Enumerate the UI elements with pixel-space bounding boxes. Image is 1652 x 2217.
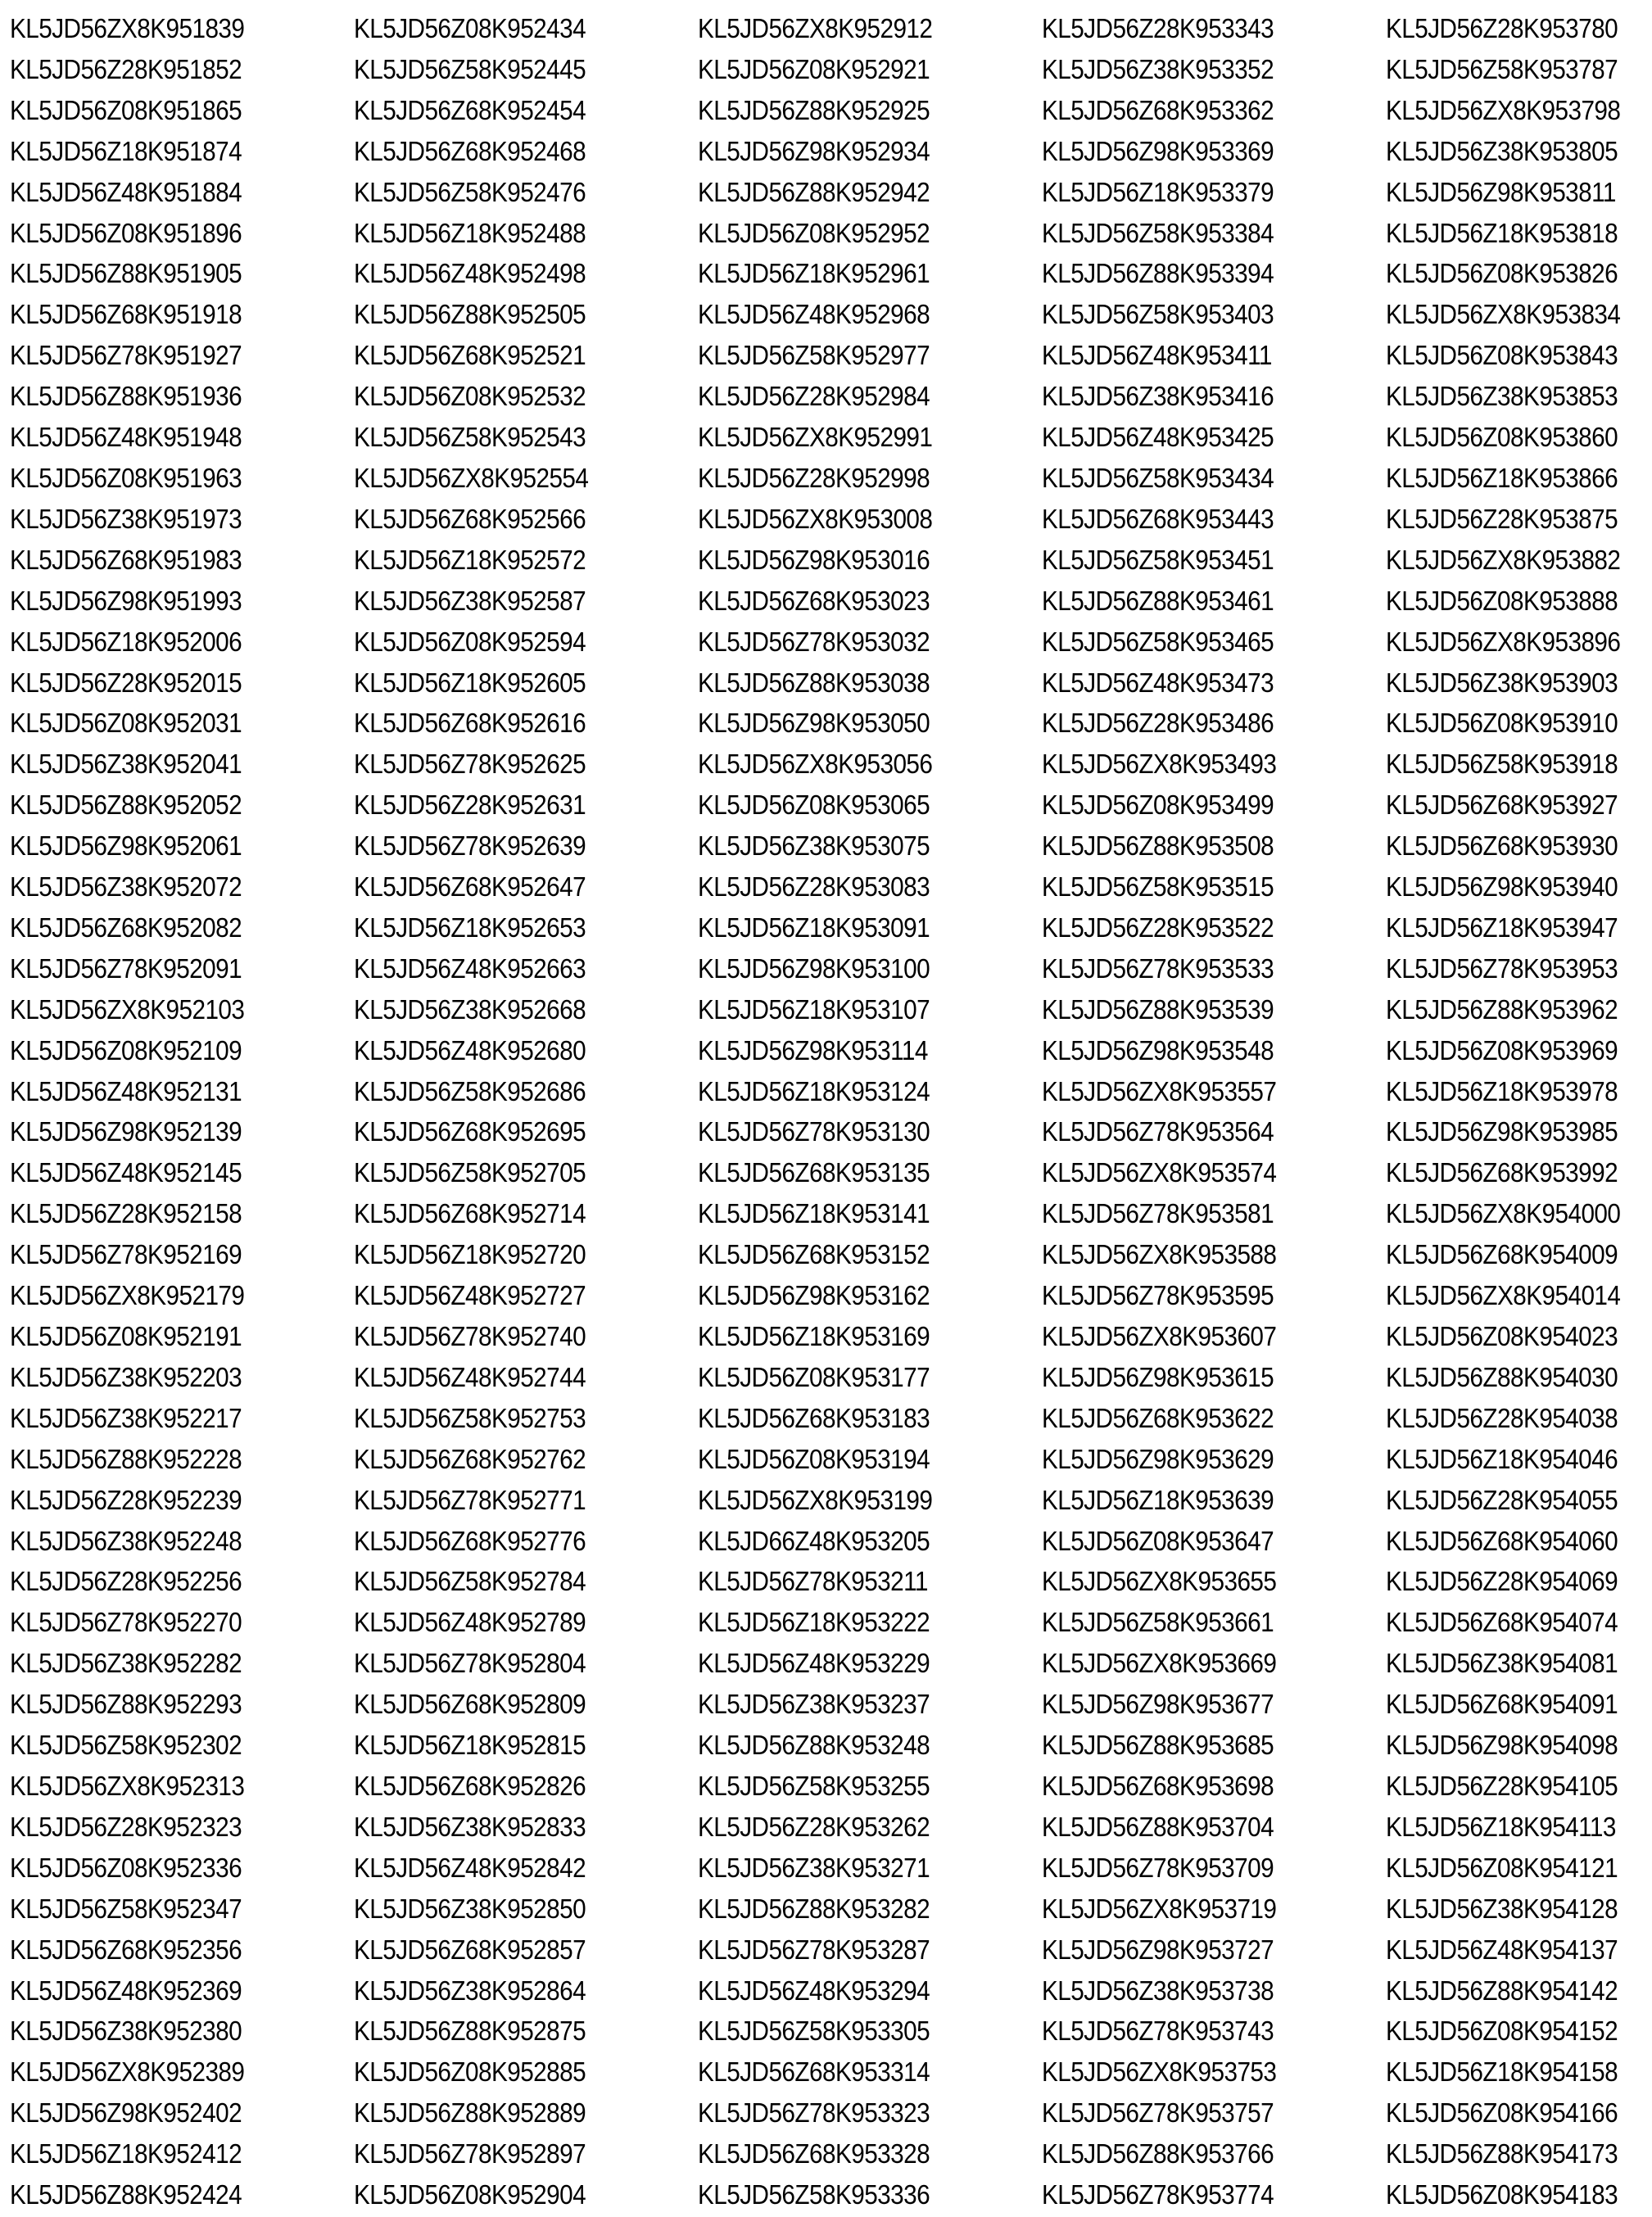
vin-entry: KL5JD56Z08K952434 (354, 13, 586, 43)
vin-entry: KL5JD56Z18K953169 (698, 1321, 930, 1351)
vin-list-table (10, 8, 1648, 2211)
vin-entry: KL5JD56Z28K952015 (10, 667, 242, 698)
vin-entry: KL5JD56Z78K953953 (1386, 952, 1618, 984)
vin-entry: KL5JD56ZX8K953896 (1386, 626, 1621, 657)
vin-entry: KL5JD56Z38K952864 (354, 1975, 586, 2006)
vin-entry: KL5JD56Z28K953083 (698, 871, 930, 903)
vin-entry: KL5JD56ZX8K953493 (1042, 749, 1277, 780)
vin-entry: KL5JD56Z28K952998 (698, 462, 930, 493)
vin-entry: KL5JD56Z98K953811 (1386, 176, 1616, 207)
vin-entry: KL5JD56Z08K953910 (1386, 708, 1618, 739)
vin-entry: KL5JD56Z28K954055 (1386, 1484, 1618, 1515)
vin-entry: KL5JD56Z48K952369 (10, 1975, 242, 2006)
vin-entry: KL5JD56ZX8K953834 (1386, 299, 1621, 330)
vin-entry: KL5JD56Z48K953294 (698, 1975, 930, 2006)
vin-entry: KL5JD56Z38K952668 (354, 993, 586, 1025)
vin-entry: KL5JD56Z78K951927 (10, 340, 242, 371)
vin-entry: KL5JD56Z58K952753 (354, 1402, 586, 1433)
vin-entry: KL5JD56Z28K951852 (10, 53, 242, 84)
vin-entry: KL5JD56Z28K952256 (10, 1566, 242, 1597)
vin-entry: KL5JD56ZX8K953882 (1386, 544, 1621, 575)
vin-entry: KL5JD56Z28K953780 (1386, 13, 1618, 43)
vin-entry: KL5JD56Z98K953940 (1386, 871, 1618, 903)
vin-entry: KL5JD56Z48K952744 (354, 1361, 586, 1392)
vin-entry: KL5JD56Z28K952631 (354, 790, 586, 821)
vin-entry: KL5JD56Z18K954158 (1386, 2056, 1618, 2088)
vin-entry: KL5JD56Z08K954023 (1386, 1321, 1618, 1351)
vin-entry: KL5JD56Z68K953314 (698, 2056, 930, 2088)
vin-entry: KL5JD56Z68K952647 (354, 871, 586, 903)
vin-entry: KL5JD56Z78K952804 (354, 1648, 586, 1679)
vin-entry: KL5JD56Z88K954030 (1386, 1361, 1618, 1392)
vin-entry: KL5JD56Z78K953032 (698, 626, 930, 657)
vin-entry: KL5JD56Z08K952532 (354, 381, 586, 412)
vin-entry: KL5JD56Z18K952605 (354, 667, 586, 698)
vin-entry: KL5JD56Z18K954046 (1386, 1443, 1618, 1474)
vin-entry: KL5JD56Z68K951983 (10, 544, 242, 575)
vin-entry: KL5JD56Z38K952833 (354, 1811, 586, 1842)
vin-entry: KL5JD56Z78K953287 (698, 1934, 930, 1965)
vin-entry: KL5JD56Z48K952727 (354, 1280, 586, 1311)
vin-entry: KL5JD56Z38K951973 (10, 503, 242, 534)
vin-entry: KL5JD56Z68K953992 (1386, 1157, 1618, 1188)
vin-entry: KL5JD56Z88K953248 (698, 1730, 930, 1761)
vin-entry: KL5JD56Z98K953615 (1042, 1361, 1274, 1392)
vin-entry: KL5JD56Z58K953661 (1042, 1607, 1274, 1638)
vin-entry: KL5JD56Z28K953875 (1386, 503, 1618, 534)
vin-entry: KL5JD56Z78K953533 (1042, 952, 1274, 984)
vin-entry: KL5JD56Z08K951963 (10, 462, 242, 493)
vin-entry: KL5JD56Z98K953016 (698, 544, 930, 575)
vin-entry: KL5JD56Z18K952412 (10, 2138, 242, 2169)
vin-entry: KL5JD56Z18K953818 (1386, 217, 1618, 248)
vin-entry: KL5JD56Z68K953698 (1042, 1770, 1274, 1801)
vin-entry: KL5JD56Z68K952695 (354, 1116, 586, 1147)
vin-entry: KL5JD56Z98K953629 (1042, 1443, 1274, 1474)
vin-entry: KL5JD56Z68K952714 (354, 1198, 586, 1229)
vin-entry: KL5JD56Z78K953709 (1042, 1852, 1274, 1883)
vin-entry: KL5JD56Z98K953548 (1042, 1034, 1274, 1066)
vin-entry: KL5JD56Z08K952952 (698, 217, 930, 248)
vin-entry: KL5JD56Z08K953065 (698, 790, 930, 821)
vin-entry: KL5JD56Z58K952347 (10, 1893, 242, 1924)
vin-entry: KL5JD56Z38K952282 (10, 1648, 242, 1679)
vin-entry: KL5JD56Z28K952323 (10, 1811, 242, 1842)
vin-entry: KL5JD56ZX8K951839 (10, 13, 245, 43)
vin-entry: KL5JD56Z58K952476 (354, 176, 586, 207)
vin-entry: KL5JD56Z68K953362 (1042, 94, 1274, 125)
vin-entry: KL5JD56Z48K952663 (354, 952, 586, 984)
vin-entry: KL5JD56Z88K953038 (698, 667, 930, 698)
vin-entry: KL5JD56Z08K954121 (1386, 1852, 1618, 1883)
vin-entry: KL5JD56Z38K953805 (1386, 135, 1618, 166)
vin-entry: KL5JD56Z18K951874 (10, 135, 242, 166)
vin-entry: KL5JD56Z78K953595 (1042, 1280, 1274, 1311)
vin-entry: KL5JD56ZX8K952991 (698, 422, 933, 453)
vin-entry: KL5JD56Z78K953564 (1042, 1116, 1274, 1147)
vin-entry: KL5JD56Z98K953162 (698, 1280, 930, 1311)
vin-entry: KL5JD56Z38K953853 (1386, 381, 1618, 412)
vin-entry: KL5JD56Z08K952191 (10, 1321, 242, 1351)
vin-entry: KL5JD56Z38K952587 (354, 585, 586, 616)
vin-entry: KL5JD56Z28K953522 (1042, 912, 1274, 943)
vin-entry: KL5JD56Z78K953130 (698, 1116, 930, 1147)
vin-entry: KL5JD56Z58K952705 (354, 1157, 586, 1188)
vin-entry: KL5JD56Z08K952921 (698, 53, 930, 84)
vin-entry: KL5JD56Z08K954152 (1386, 2016, 1618, 2047)
vin-entry: KL5JD56Z48K952145 (10, 1157, 242, 1188)
vin-entry: KL5JD56Z88K953704 (1042, 1811, 1274, 1842)
vin-entry: KL5JD56Z68K952762 (354, 1443, 586, 1474)
vin-entry: KL5JD56Z18K953141 (698, 1198, 930, 1229)
vin-entry: KL5JD56ZX8K953798 (1386, 94, 1621, 125)
vin-entry: KL5JD56Z68K953622 (1042, 1402, 1274, 1433)
vin-entry: KL5JD56Z08K953647 (1042, 1525, 1274, 1556)
vin-entry: KL5JD56Z98K953985 (1386, 1116, 1618, 1147)
vin-entry: KL5JD56Z78K953211 (698, 1566, 928, 1597)
vin-entry: KL5JD56Z68K953328 (698, 2138, 930, 2169)
vin-entry: KL5JD56Z18K954113 (1386, 1811, 1616, 1842)
vin-entry: KL5JD56Z48K952968 (698, 299, 930, 330)
vin-entry: KL5JD56Z18K952720 (354, 1239, 586, 1270)
vin-entry: KL5JD56Z78K952897 (354, 2138, 586, 2169)
vin-entry: KL5JD56Z38K952380 (10, 2016, 242, 2047)
vin-entry: KL5JD56Z48K952131 (10, 1075, 242, 1106)
vin-entry: KL5JD56Z08K952885 (354, 2056, 586, 2088)
vin-entry: KL5JD56Z88K953282 (698, 1893, 930, 1924)
vin-entry: KL5JD56Z08K951865 (10, 94, 242, 125)
vin-entry: KL5JD56Z08K952109 (10, 1034, 242, 1066)
vin-entry: KL5JD56Z18K952488 (354, 217, 586, 248)
vin-entry: KL5JD56Z38K954081 (1386, 1648, 1618, 1679)
vin-entry: KL5JD56Z08K953826 (1386, 258, 1618, 289)
vin-entry: KL5JD56ZX8K954014 (1386, 1280, 1621, 1311)
vin-entry: KL5JD56Z78K952091 (10, 952, 242, 984)
vin-entry: KL5JD56Z58K953305 (698, 2016, 930, 2047)
vin-entry: KL5JD56Z88K952925 (698, 94, 930, 125)
vin-entry: KL5JD56Z68K954074 (1386, 1607, 1618, 1638)
vin-entry: KL5JD56Z48K952498 (354, 258, 586, 289)
vin-entry: KL5JD56Z98K953369 (1042, 135, 1274, 166)
vin-entry: KL5JD56Z08K954183 (1386, 2179, 1618, 2210)
vin-entry: KL5JD56Z68K952082 (10, 912, 242, 943)
vin-entry: KL5JD56ZX8K953199 (698, 1484, 933, 1515)
vin-entry: KL5JD56Z38K953075 (698, 830, 930, 862)
vin-entry: KL5JD56Z38K952203 (10, 1361, 242, 1392)
vin-entry: KL5JD56Z68K953023 (698, 585, 930, 616)
vin-entry: KL5JD56Z88K952293 (10, 1689, 242, 1720)
vin-entry: KL5JD56ZX8K952179 (10, 1280, 245, 1311)
vin-entry: KL5JD56Z68K952857 (354, 1934, 586, 1965)
vin-entry: KL5JD56Z98K953677 (1042, 1689, 1274, 1720)
vin-entry: KL5JD56Z38K954128 (1386, 1893, 1618, 1924)
vin-entry: KL5JD56Z48K952789 (354, 1607, 586, 1638)
vin-entry: KL5JD56Z08K952594 (354, 626, 586, 657)
vin-entry: KL5JD56Z58K952445 (354, 53, 586, 84)
vin-entry: KL5JD56Z78K953323 (698, 2097, 930, 2129)
vin-entry: KL5JD56Z38K952041 (10, 749, 242, 780)
vin-entry: KL5JD56ZX8K952313 (10, 1770, 245, 1801)
vin-entry: KL5JD56Z88K952424 (10, 2179, 242, 2210)
vin-entry: KL5JD56Z88K952052 (10, 790, 242, 821)
vin-entry: KL5JD56ZX8K953753 (1042, 2056, 1277, 2088)
vin-entry: KL5JD56Z68K952521 (354, 340, 586, 371)
vin-entry: KL5JD56Z68K952776 (354, 1525, 586, 1556)
vin-entry: KL5JD56Z38K953271 (698, 1852, 930, 1883)
vin-entry: KL5JD56Z98K953727 (1042, 1934, 1274, 1965)
vin-entry: KL5JD56ZX8K952912 (698, 13, 933, 43)
vin-entry: KL5JD56Z28K953262 (698, 1811, 930, 1842)
vin-entry: KL5JD56Z28K954105 (1386, 1770, 1618, 1801)
vin-entry: KL5JD56Z78K952639 (354, 830, 586, 862)
vin-entry: KL5JD56Z68K952356 (10, 1934, 242, 1965)
vin-entry: KL5JD56Z28K952984 (698, 381, 930, 412)
vin-column-1 (10, 8, 333, 2215)
vin-entry: KL5JD56Z18K953947 (1386, 912, 1618, 943)
vin-entry: KL5JD56Z28K954038 (1386, 1402, 1618, 1433)
vin-entry: KL5JD56Z68K952468 (354, 135, 586, 166)
vin-entry: KL5JD56Z88K954173 (1386, 2138, 1618, 2169)
vin-entry: KL5JD56Z88K952875 (354, 2016, 586, 2047)
vin-entry: KL5JD56Z48K953473 (1042, 667, 1274, 698)
vin-entry: KL5JD56Z58K953787 (1386, 53, 1618, 84)
vin-entry: KL5JD56Z58K953465 (1042, 626, 1274, 657)
vin-entry: KL5JD56ZX8K953056 (698, 749, 933, 780)
vin-entry: KL5JD56Z78K953743 (1042, 2016, 1274, 2047)
vin-entry: KL5JD56Z08K953969 (1386, 1034, 1618, 1066)
vin-entry: KL5JD56Z38K953903 (1386, 667, 1618, 698)
vin-entry: KL5JD56Z68K953930 (1386, 830, 1618, 862)
vin-entry: KL5JD56Z18K953091 (698, 912, 930, 943)
vin-entry: KL5JD56Z98K954098 (1386, 1730, 1618, 1761)
vin-entry: KL5JD56ZX8K953008 (698, 503, 933, 534)
vin-entry: KL5JD56Z98K952934 (698, 135, 930, 166)
vin-entry: KL5JD56ZX8K953655 (1042, 1566, 1277, 1597)
vin-entry: KL5JD56Z08K953843 (1386, 340, 1618, 371)
vin-entry: KL5JD56Z08K952904 (354, 2179, 586, 2210)
vin-entry: KL5JD56Z18K953379 (1042, 176, 1274, 207)
vin-entry: KL5JD56Z88K952505 (354, 299, 586, 330)
vin-column-5 (1386, 8, 1652, 2215)
vin-entry: KL5JD56ZX8K953719 (1042, 1893, 1277, 1924)
vin-entry: KL5JD56Z68K953183 (698, 1402, 930, 1433)
vin-entry: KL5JD56Z18K953222 (698, 1607, 930, 1638)
vin-entry: KL5JD56Z18K953124 (698, 1075, 930, 1106)
vin-entry: KL5JD56ZX8K953557 (1042, 1075, 1277, 1106)
vin-entry: KL5JD56Z58K953255 (698, 1770, 930, 1801)
vin-entry: KL5JD56Z28K952158 (10, 1198, 242, 1229)
vin-entry: KL5JD56Z48K952680 (354, 1034, 586, 1066)
vin-entry: KL5JD56Z88K953508 (1042, 830, 1274, 862)
vin-entry: KL5JD56ZX8K953574 (1042, 1157, 1277, 1188)
vin-entry: KL5JD56Z28K954069 (1386, 1566, 1618, 1597)
vin-entry: KL5JD56Z38K953738 (1042, 1975, 1274, 2006)
vin-entry: KL5JD56Z28K953343 (1042, 13, 1274, 43)
vin-entry: KL5JD56Z08K953194 (698, 1443, 930, 1474)
vin-entry: KL5JD56Z68K952826 (354, 1770, 586, 1801)
vin-entry: KL5JD56Z38K952850 (354, 1893, 586, 1924)
vin-entry: KL5JD56Z48K954137 (1386, 1934, 1618, 1965)
vin-column-3 (698, 8, 1021, 2215)
vin-entry: KL5JD56Z58K952977 (698, 340, 930, 371)
vin-entry: KL5JD56Z08K954166 (1386, 2097, 1618, 2129)
vin-entry: KL5JD56Z08K953177 (698, 1361, 930, 1392)
vin-entry: KL5JD56Z08K952031 (10, 708, 242, 739)
vin-entry: KL5JD56Z48K953229 (698, 1648, 930, 1679)
vin-entry: KL5JD56Z68K952566 (354, 503, 586, 534)
vin-entry: KL5JD56Z88K953962 (1386, 993, 1618, 1025)
vin-entry: KL5JD56Z78K952169 (10, 1239, 242, 1270)
vin-entry: KL5JD56Z88K953539 (1042, 993, 1274, 1025)
vin-entry: KL5JD56Z58K952302 (10, 1730, 242, 1761)
vin-entry: KL5JD56Z68K952616 (354, 708, 586, 739)
vin-entry: KL5JD56Z18K952572 (354, 544, 586, 575)
vin-entry: KL5JD56Z68K951918 (10, 299, 242, 330)
vin-entry: KL5JD56Z08K953888 (1386, 585, 1618, 616)
vin-entry: KL5JD56ZX8K953669 (1042, 1648, 1277, 1679)
vin-entry: KL5JD56Z68K953927 (1386, 790, 1618, 821)
vin-entry: KL5JD56Z58K953384 (1042, 217, 1274, 248)
vin-entry: KL5JD56Z78K952771 (354, 1484, 586, 1515)
vin-entry: KL5JD56ZX8K952554 (354, 462, 589, 493)
vin-entry: KL5JD56Z68K952809 (354, 1689, 586, 1720)
vin-entry: KL5JD56Z78K952270 (10, 1607, 242, 1638)
vin-entry: KL5JD56Z88K953394 (1042, 258, 1274, 289)
vin-entry: KL5JD56Z18K953639 (1042, 1484, 1274, 1515)
vin-entry: KL5JD56Z08K953860 (1386, 422, 1618, 453)
vin-column-4 (1042, 8, 1365, 2215)
vin-entry: KL5JD56Z88K952228 (10, 1443, 242, 1474)
vin-entry: KL5JD56Z48K951884 (10, 176, 242, 207)
vin-entry: KL5JD56Z18K952006 (10, 626, 242, 657)
vin-entry: KL5JD56Z68K953135 (698, 1157, 930, 1188)
vin-entry: KL5JD56Z18K953866 (1386, 462, 1618, 493)
vin-entry: KL5JD56Z98K953050 (698, 708, 930, 739)
vin-entry: KL5JD56ZX8K952103 (10, 993, 245, 1025)
vin-entry: KL5JD56Z18K953978 (1386, 1075, 1618, 1106)
vin-entry: KL5JD56Z58K953434 (1042, 462, 1274, 493)
vin-entry: KL5JD56Z98K953100 (698, 952, 930, 984)
vin-entry: KL5JD56Z18K953107 (698, 993, 930, 1025)
vin-entry: KL5JD56Z58K953918 (1386, 749, 1618, 780)
vin-entry: KL5JD56Z38K953416 (1042, 381, 1274, 412)
vin-entry: KL5JD56Z88K953461 (1042, 585, 1274, 616)
vin-entry: KL5JD56Z48K953411 (1042, 340, 1272, 371)
vin-entry: KL5JD56Z78K953774 (1042, 2179, 1274, 2210)
vin-entry: KL5JD56Z68K953443 (1042, 503, 1274, 534)
vin-entry: KL5JD56Z78K952740 (354, 1321, 586, 1351)
vin-entry: KL5JD56Z08K953499 (1042, 790, 1274, 821)
vin-entry: KL5JD56Z58K953515 (1042, 871, 1274, 903)
vin-entry: KL5JD56Z08K951896 (10, 217, 242, 248)
vin-entry: KL5JD56Z18K952961 (698, 258, 930, 289)
vin-entry: KL5JD56Z38K953237 (698, 1689, 930, 1720)
vin-entry: KL5JD56Z88K953766 (1042, 2138, 1274, 2169)
vin-entry: KL5JD56ZX8K953607 (1042, 1321, 1277, 1351)
vin-entry: KL5JD56Z88K952889 (354, 2097, 586, 2129)
vin-column-2 (354, 8, 677, 2215)
vin-entry: KL5JD56Z58K952543 (354, 422, 586, 453)
vin-entry: KL5JD56Z18K952815 (354, 1730, 586, 1761)
vin-entry: KL5JD56Z98K951993 (10, 585, 242, 616)
vin-entry: KL5JD56Z68K953152 (698, 1239, 930, 1270)
vin-entry: KL5JD56ZX8K954000 (1386, 1198, 1621, 1229)
vin-entry: KL5JD56Z38K953352 (1042, 53, 1274, 84)
vin-entry: KL5JD56Z68K954060 (1386, 1525, 1618, 1556)
vin-entry: KL5JD56Z78K952625 (354, 749, 586, 780)
vin-entry: KL5JD56Z98K952139 (10, 1116, 242, 1147)
vin-entry: KL5JD56Z68K954091 (1386, 1689, 1618, 1720)
vin-entry: KL5JD56Z58K953403 (1042, 299, 1274, 330)
vin-entry: KL5JD56ZX8K953588 (1042, 1239, 1277, 1270)
vin-entry: KL5JD56Z98K952402 (10, 2097, 242, 2129)
vin-entry: KL5JD56Z38K952248 (10, 1525, 242, 1556)
vin-entry: KL5JD56Z58K952686 (354, 1075, 586, 1106)
vin-entry: KL5JD56Z68K954009 (1386, 1239, 1618, 1270)
vin-entry: KL5JD56Z48K952842 (354, 1852, 586, 1883)
vin-entry: KL5JD56Z78K953581 (1042, 1198, 1274, 1229)
vin-entry: KL5JD56Z58K953451 (1042, 544, 1274, 575)
vin-entry: KL5JD56Z58K953336 (698, 2179, 930, 2210)
vin-entry: KL5JD56ZX8K952389 (10, 2056, 245, 2088)
vin-entry: KL5JD56Z48K951948 (10, 422, 242, 453)
vin-entry: KL5JD56Z88K952942 (698, 176, 930, 207)
vin-entry: KL5JD56Z88K954142 (1386, 1975, 1618, 2006)
vin-entry: KL5JD56Z38K952072 (10, 871, 242, 903)
vin-entry: KL5JD56Z78K953757 (1042, 2097, 1274, 2129)
vin-entry: KL5JD56Z08K952336 (10, 1852, 242, 1883)
vin-entry: KL5JD56Z88K951936 (10, 381, 242, 412)
vin-entry: KL5JD56Z98K953114 (698, 1034, 928, 1066)
vin-entry: KL5JD56Z38K952217 (10, 1402, 242, 1433)
vin-entry: KL5JD56Z28K952239 (10, 1484, 242, 1515)
vin-entry: KL5JD56Z68K952454 (354, 94, 586, 125)
vin-entry: KL5JD66Z48K953205 (698, 1525, 930, 1556)
vin-entry: KL5JD56Z98K952061 (10, 830, 242, 862)
vin-entry: KL5JD56Z88K951905 (10, 258, 242, 289)
vin-entry: KL5JD56Z58K952784 (354, 1566, 586, 1597)
vin-entry: KL5JD56Z28K953486 (1042, 708, 1274, 739)
vin-entry: KL5JD56Z48K953425 (1042, 422, 1274, 453)
vin-entry: KL5JD56Z18K952653 (354, 912, 586, 943)
vin-entry: KL5JD56Z88K953685 (1042, 1730, 1274, 1761)
